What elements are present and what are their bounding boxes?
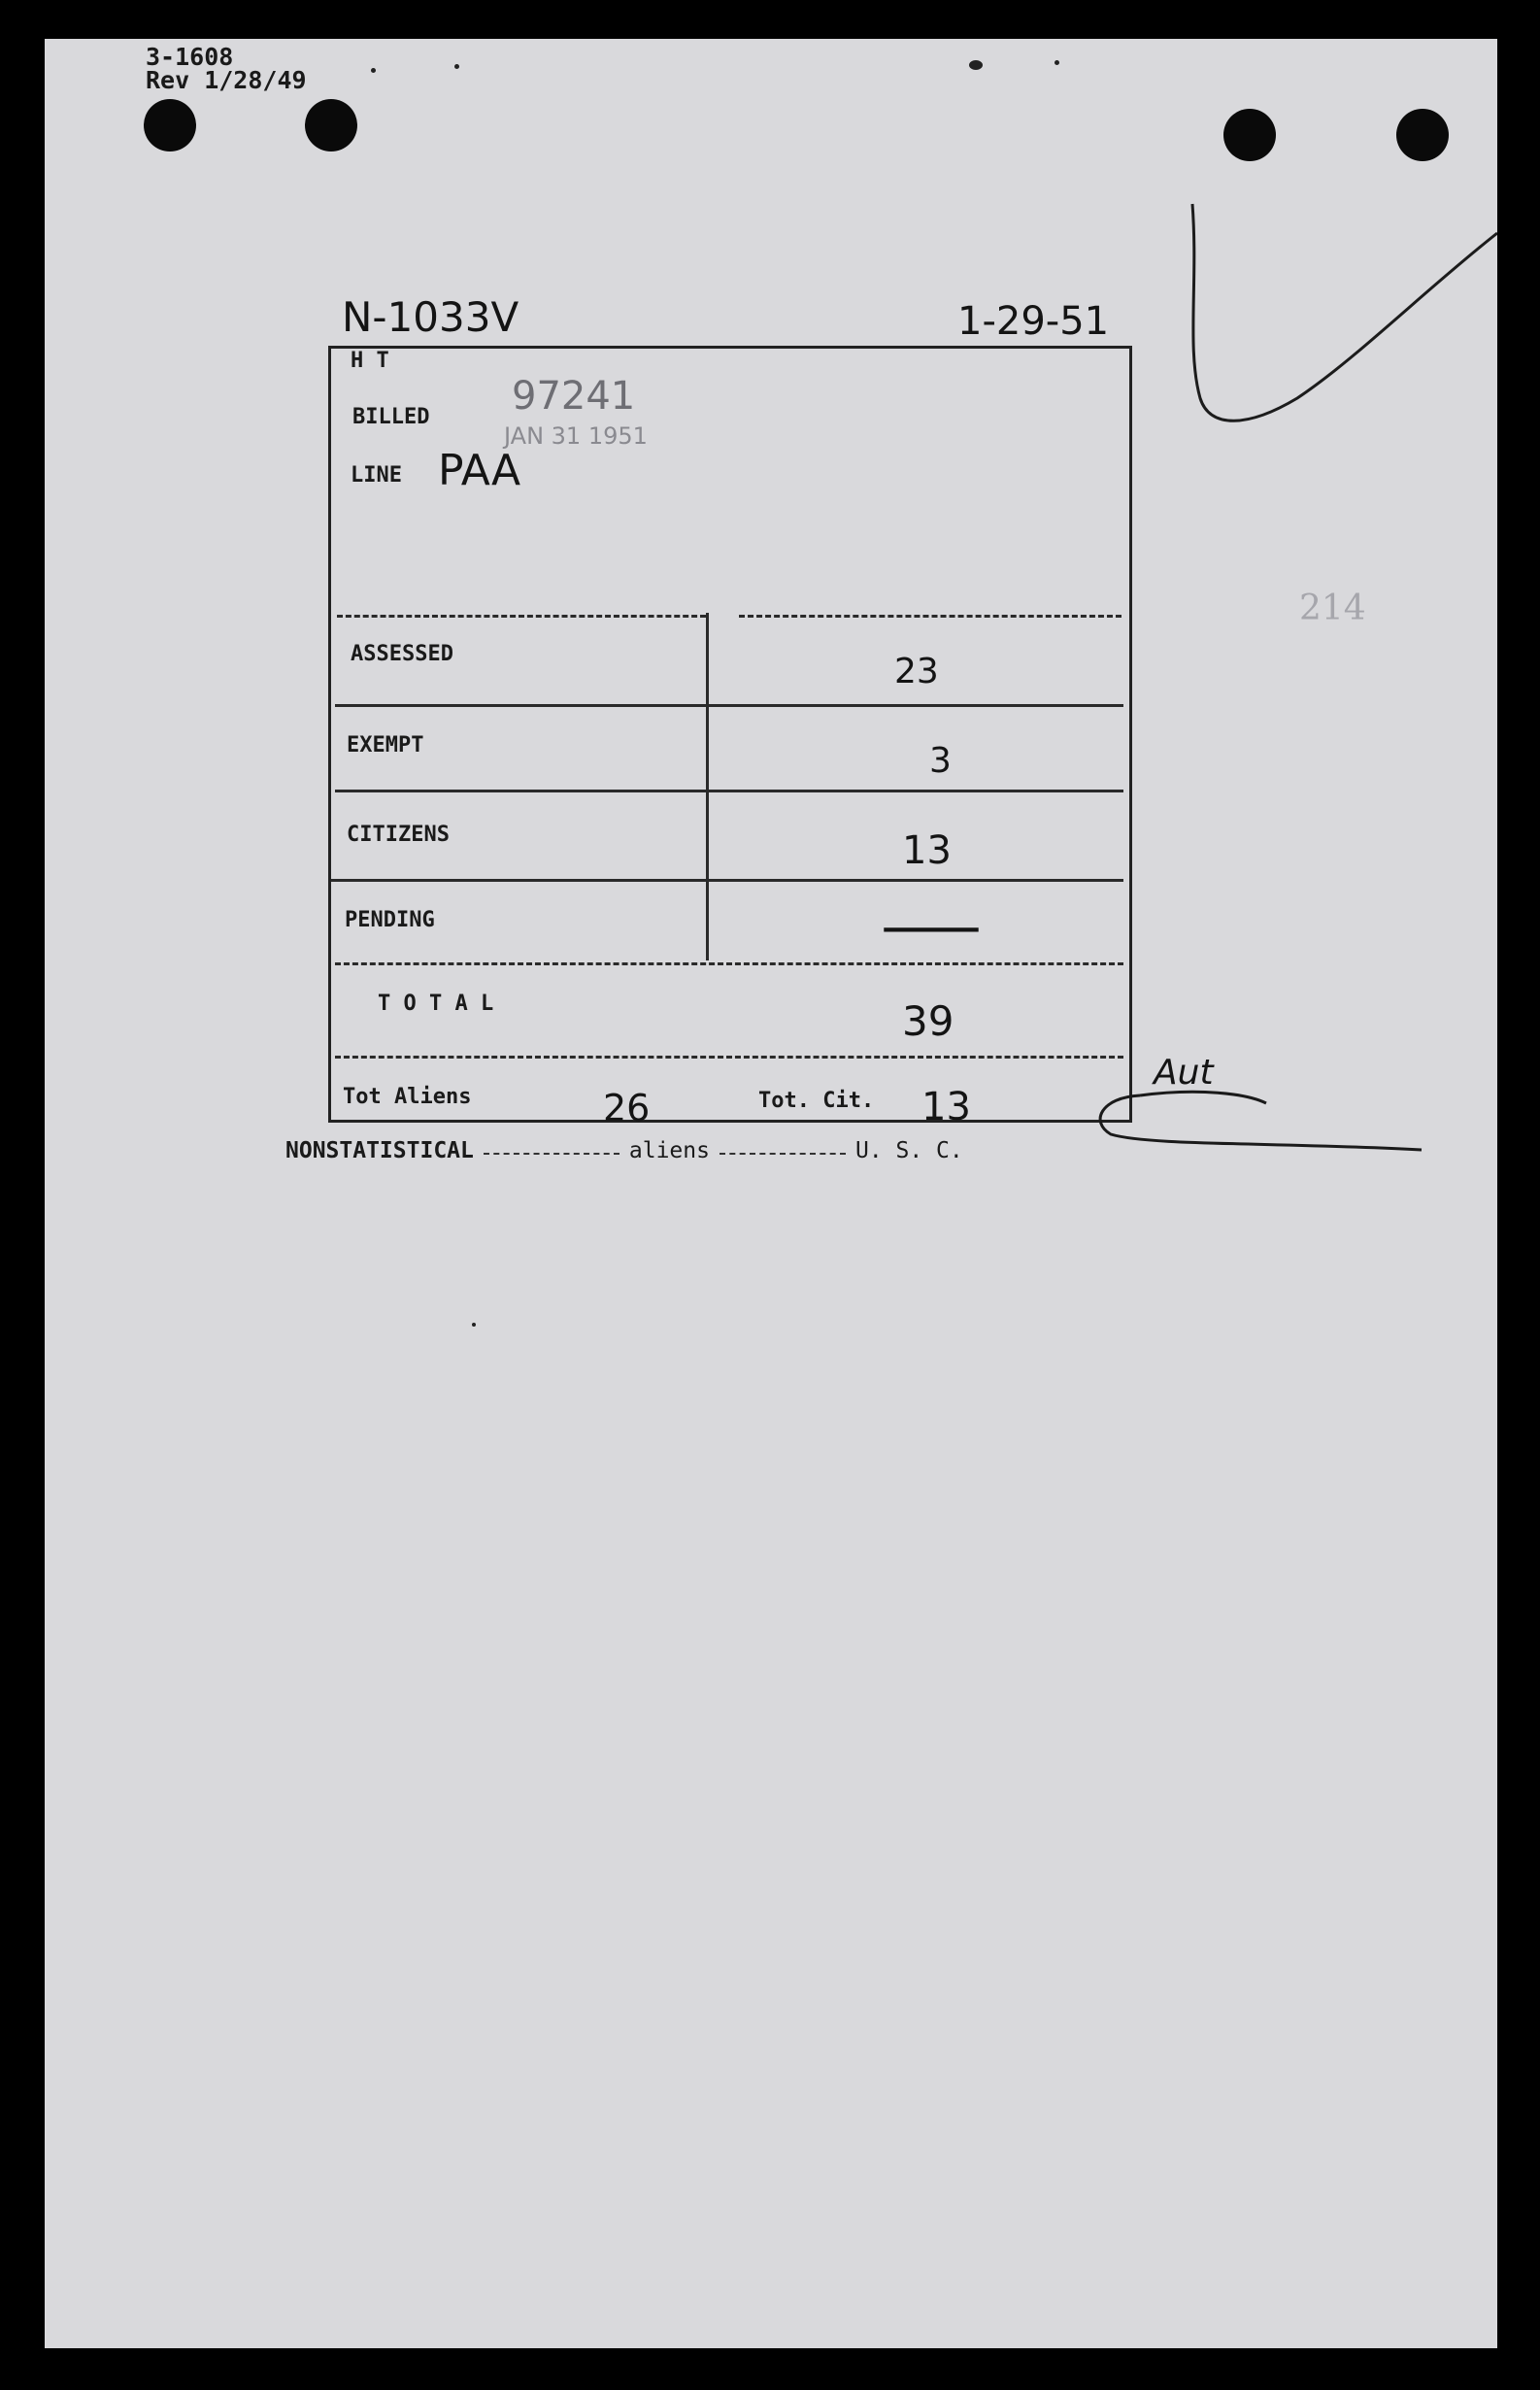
handwritten-date: 1-29-51 — [957, 299, 1110, 344]
form-box — [328, 346, 1132, 1129]
divider — [331, 879, 1123, 882]
label-line: LINE — [351, 463, 402, 488]
initials-text: Aut — [1154, 1053, 1214, 1093]
punch-hole-3 — [1223, 109, 1276, 161]
pending-value: — — [879, 892, 984, 960]
form-code: 3-1608 — [146, 43, 234, 71]
pencil-mark — [1181, 165, 1497, 456]
label-exempt: EXEMPT — [347, 733, 424, 757]
label-nonstatistical: NONSTATISTICAL — [285, 1138, 474, 1163]
manifest-number: N-1033V — [342, 293, 519, 341]
side-number: 214 — [1299, 589, 1366, 628]
assessed-value: 23 — [894, 652, 939, 691]
label-total: T O T A L — [378, 992, 494, 1016]
label-billed: BILLED — [352, 405, 430, 429]
divider — [739, 615, 1122, 618]
divider — [335, 704, 1123, 707]
punch-hole-2 — [305, 99, 357, 151]
tot-cit-value: 13 — [921, 1085, 971, 1129]
label-citizens: CITIZENS — [347, 823, 450, 847]
total-value: 39 — [902, 997, 954, 1045]
label-aliens: aliens — [628, 1138, 710, 1163]
label-tot-cit: Tot. Cit. — [758, 1089, 875, 1113]
column-divider — [706, 613, 709, 960]
citizens-value: 13 — [902, 828, 952, 873]
blank-field — [484, 1149, 619, 1155]
form-revision: Rev 1/28/49 — [146, 66, 307, 94]
footer-line — [285, 1138, 963, 1163]
blank-field — [720, 1149, 846, 1155]
speck — [472, 1323, 476, 1327]
speck — [371, 68, 376, 73]
divider — [335, 1056, 1123, 1059]
label-usc: U. S. C. — [854, 1138, 963, 1163]
line-value: PAA — [438, 446, 521, 495]
speck — [969, 60, 983, 70]
label-tot-aliens: Tot Aliens — [343, 1085, 472, 1109]
divider — [335, 790, 1123, 792]
label-ht: H T — [351, 349, 389, 373]
tot-aliens-value: 26 — [603, 1087, 651, 1129]
punch-hole-1 — [144, 99, 196, 151]
divider — [335, 962, 1123, 965]
initials-signature — [1082, 1049, 1431, 1156]
punch-hole-4 — [1396, 109, 1449, 161]
exempt-value: 3 — [929, 741, 952, 781]
label-assessed: ASSESSED — [351, 642, 453, 666]
stamp-date: JAN 31 1951 — [504, 422, 648, 450]
document-page — [45, 39, 1497, 2348]
speck — [1055, 60, 1059, 65]
label-pending: PENDING — [345, 908, 435, 932]
divider — [337, 615, 706, 618]
stamp-number: 97241 — [512, 374, 636, 419]
speck — [454, 64, 459, 69]
